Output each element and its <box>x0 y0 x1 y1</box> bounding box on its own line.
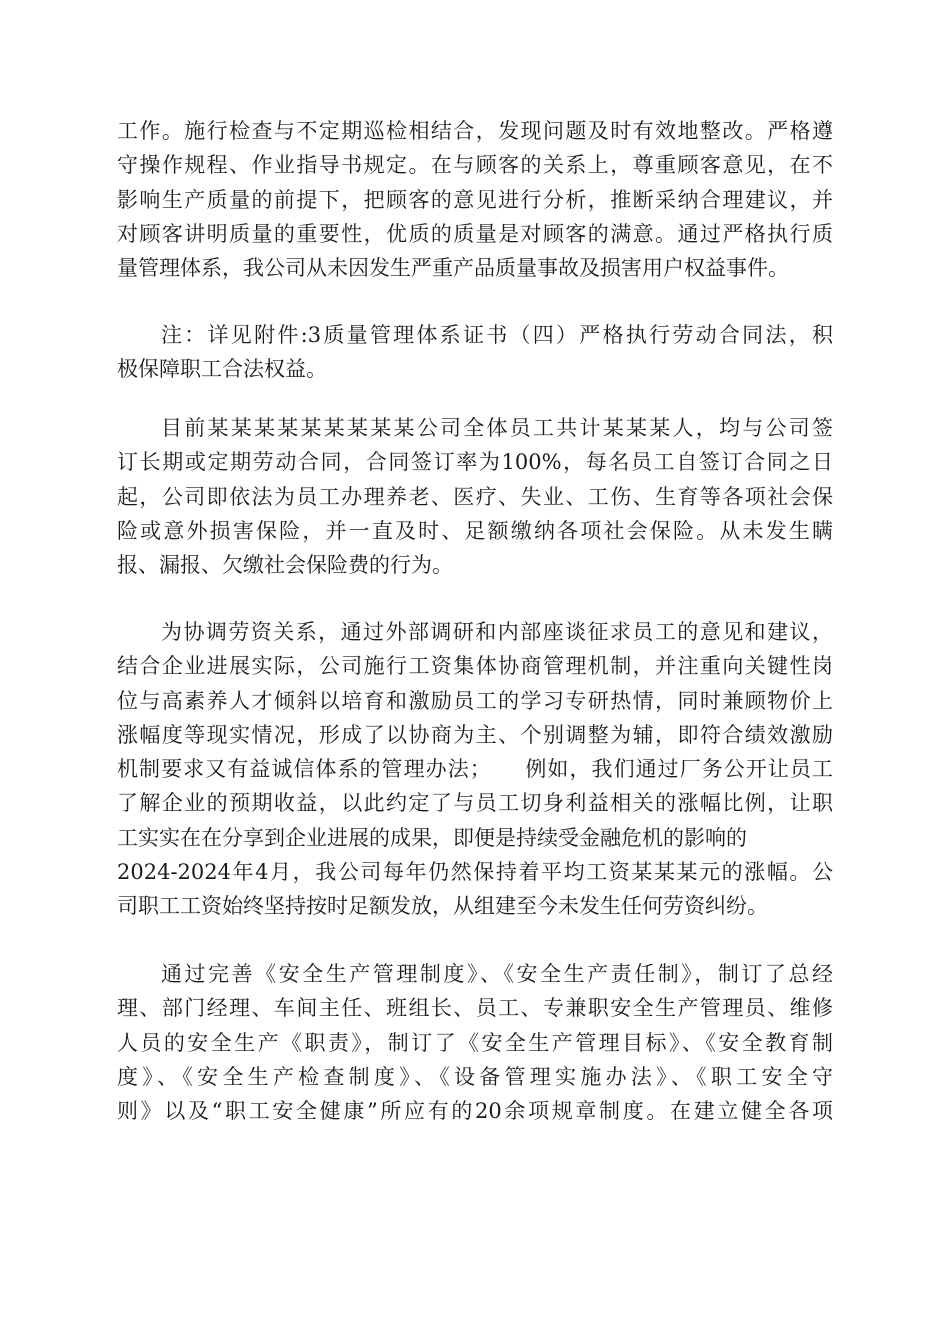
text-line: 度》、《安全生产检查制度》、《设备管理实施办法》、《职工安全守 <box>117 1064 833 1089</box>
text-line: 结合企业进展实际，公司施行工资集体协商管理机制，并注重向关键性岗 <box>117 654 833 679</box>
text-line: 目前某某某某某某某某某公司全体员工共计某某某人，均与公司签 <box>161 416 833 440</box>
paragraph-labor-contracts <box>117 411 833 582</box>
text-line: 起，公司即依法为员工办理养老、医疗、失业、工伤、生育等各项社会保 <box>117 484 833 509</box>
text-line: 量管理体系，我公司从未因发生严重产品质量事故及损害用户权益事件。 <box>117 256 789 281</box>
text-line: 了解企业的预期收益，以此约定了与员工切身利益相关的涨幅比例，让职 <box>117 791 833 816</box>
text-line: 工作。施行检查与不定期巡检相结合，发现问题及时有效地整改。严格遵 <box>117 119 833 143</box>
text-line: 通过完善《安全生产管理制度》、《安全生产责任制》，制订了总经 <box>161 962 833 986</box>
text-line: 机制要求又有益诚信体系的管理办法； 例如，我们通过厂务公开让员工 <box>117 757 833 782</box>
paragraph-wage-negotiation <box>117 615 833 924</box>
paragraph-safety-rules <box>117 957 833 1128</box>
text-line: 工实实在在分享到企业进展的成果，即便是持续受金融危机的影响的 <box>117 825 747 850</box>
text-line: 对顾客讲明质量的重要性，优质的质量是对顾客的满意。通过严格执行质 <box>117 221 833 246</box>
text-line: 理、部门经理、车间主任、班组长、员工、专兼职安全生产管理员、维修 <box>117 996 833 1021</box>
text-line: 涨幅度等现实情况，形成了以协商为主、个别调整为辅，即符合绩效激励 <box>117 722 833 747</box>
text-line: 订长期或定期劳动合同，合同签订率为100%，每名员工自签订合同之日 <box>117 450 833 475</box>
text-line: 报、漏报、欠缴社会保险费的行为。 <box>117 553 453 578</box>
text-line: 注：详见附件:3质量管理体系证书（四）严格执行劳动合同法，积 <box>161 323 833 347</box>
text-line: 则》以及“职工安全健康”所应有的20余项规章制度。在建立健全各项 <box>117 1099 833 1124</box>
text-line: 影响生产质量的前提下，把顾客的意见进行分析，推断采纳合理建议，并 <box>117 187 833 212</box>
text-line: 2024-2024年4月，我公司每年仍然保持着平均工资某某某元的涨幅。公 <box>117 860 833 885</box>
text-line: 为协调劳资关系，通过外部调研和内部座谈征求员工的意见和建议， <box>161 620 833 644</box>
text-line: 险或意外损害保险，并一直及时、足额缴纳各项社会保险。从未发生瞒 <box>117 518 833 543</box>
text-line: 司职工工资始终坚持按时足额发放，从组建至今未发生任何劳资纠纷。 <box>117 894 768 919</box>
paragraph-note-attachment <box>117 318 833 387</box>
text-line: 人员的安全生产《职责》，制订了《安全生产管理目标》、《安全教育制 <box>117 1030 833 1055</box>
text-line: 极保障职工合法权益。 <box>117 357 327 382</box>
paragraph-quality-management <box>117 114 833 285</box>
text-line: 守操作规程、作业指导书规定。在与顾客的关系上，尊重顾客意见，在不 <box>117 153 833 178</box>
text-line: 位与高素养人才倾斜以培育和激励员工的学习专研热情，同时兼顾物价上 <box>117 688 833 713</box>
